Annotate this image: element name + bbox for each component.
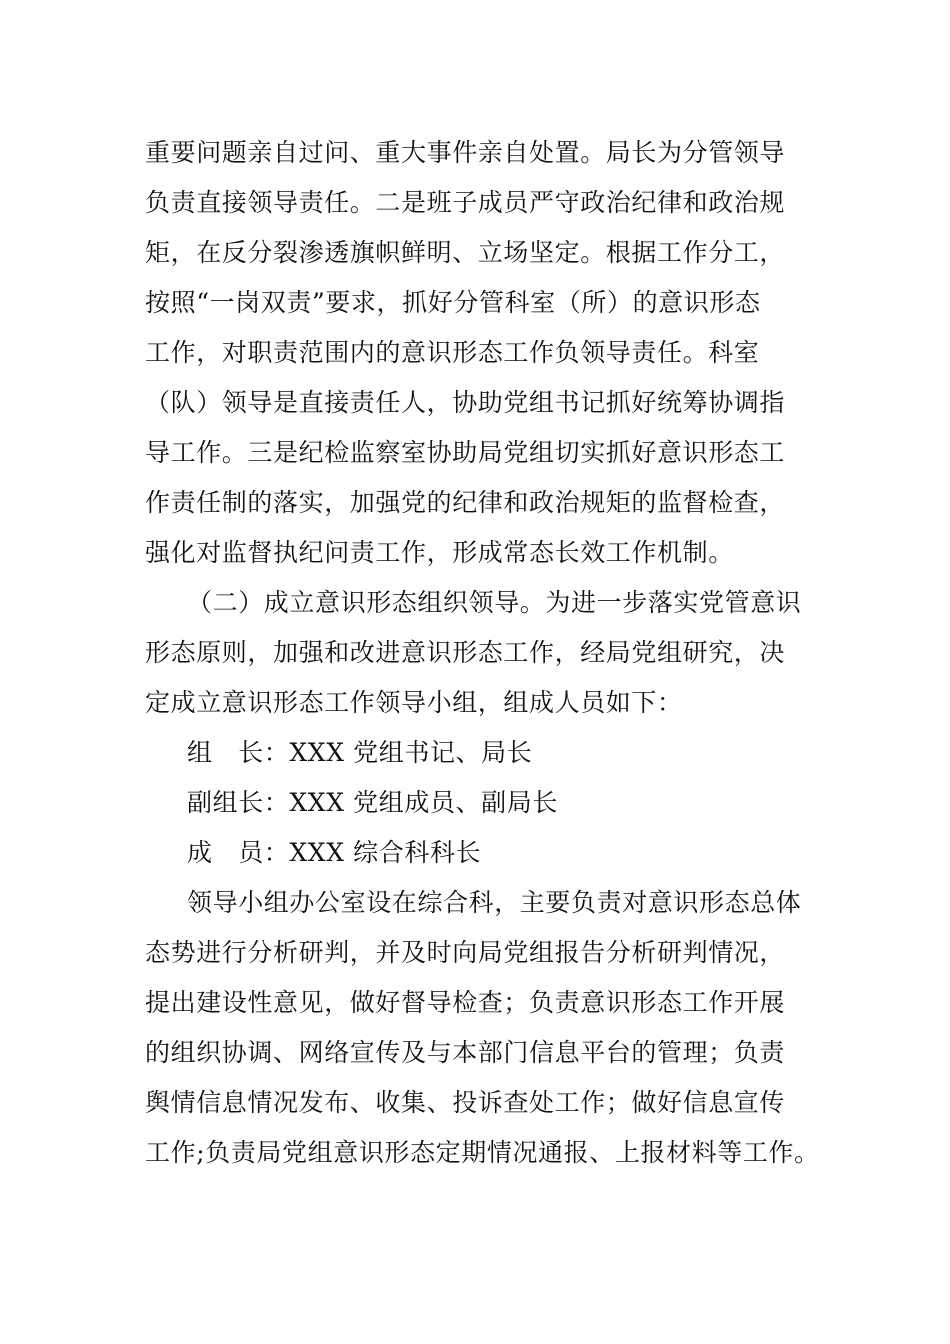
section-heading-line: （二）成立意识形态组织领导。为进一步落实党管意识 [187, 588, 802, 617]
text-line: 作责任制的落实，加强党的纪律和政治规矩的监督检查， [145, 488, 786, 517]
text-line: 负责直接领导责任。二是班子成员严守政治纪律和政治规 [145, 188, 786, 217]
text-line: 定成立意识形态工作领导小组，组成人员如下： [145, 688, 683, 717]
text-line: （队）领导是直接责任人，协助党组书记抓好统筹协调指 [145, 388, 786, 417]
text-line: 态势进行分析研判，并及时向局党组报告分析研判情况， [145, 938, 786, 967]
text-line: 领导小组办公室设在综合科，主要负责对意识形态总体 [187, 888, 802, 917]
text-line: 矩，在反分裂渗透旗帜鲜明、立场坚定。根据工作分工， [145, 238, 786, 267]
text-line: 形态原则，加强和改进意识形态工作，经局党组研究，决 [145, 638, 786, 667]
text-line: 导工作。三是纪检监察室协助局党组切实抓好意识形态工 [145, 438, 786, 467]
text-line: 舆情信息情况发布、收集、投诉查处工作；做好信息宣传 [145, 1088, 786, 1117]
member-leader: 组 长：XXX 党组书记、局长 [187, 738, 533, 767]
text-line: 工作，对职责范围内的意识形态工作负领导责任。科室 [145, 338, 760, 367]
text-line: 的组织协调、网络宣传及与本部门信息平台的管理；负责 [145, 1038, 786, 1067]
text-line: 重要问题亲自过问、重大事件亲自处置。局长为分管领导 [145, 138, 786, 167]
text-line: 强化对监督执纪问责工作，形成常态长效工作机制。 [145, 538, 734, 567]
member-deputy-leader: 副组长：XXX 党组成员、副局长 [187, 788, 558, 817]
member-staff: 成 员：XXX 综合科科长 [187, 838, 482, 867]
text-line: 提出建设性意见，做好督导检查；负责意识形态工作开展 [145, 988, 786, 1017]
text-line: 按照“一岗双责”要求，抓好分管科室（所）的意识形态 [145, 288, 761, 317]
text-line: 工作;负责局党组意识形态定期情况通报、上报材料等工作。 [145, 1138, 820, 1167]
